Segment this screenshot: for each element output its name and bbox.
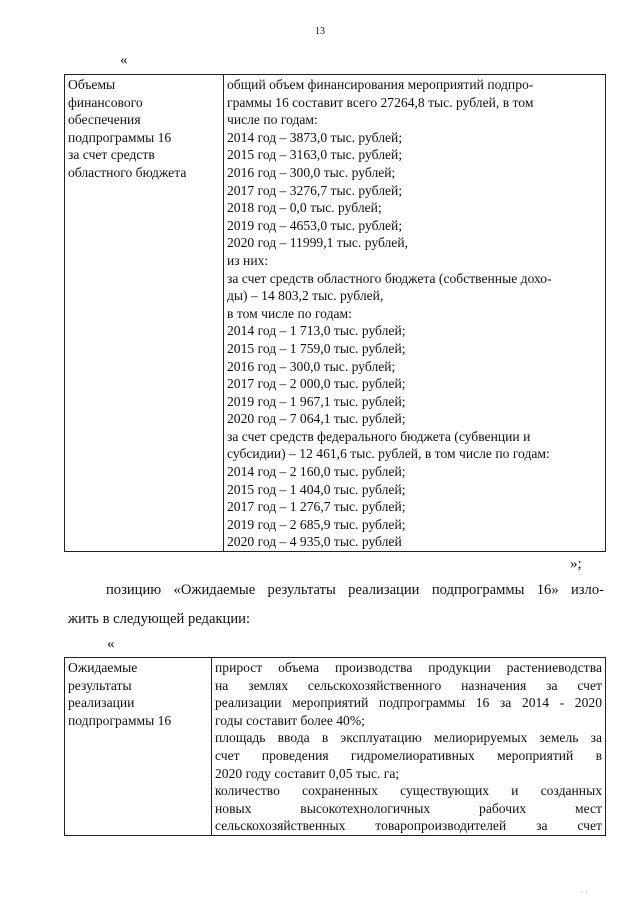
content-line: 2015 год – 3163,0 тыс. рублей;	[227, 147, 403, 163]
content-line: количество сохраненных существующих и созданных	[215, 783, 602, 799]
content-line: 2017 год – 2 000,0 тыс. рублей;	[227, 376, 406, 392]
financing-label-cell	[65, 75, 224, 552]
content-line: площадь ввода в эксплуатацию мелиорируемых земель за	[215, 730, 602, 746]
content-line: 2014 год – 3873,0 тыс. рублей;	[227, 129, 403, 145]
content-line: годы составит более 40%;	[215, 712, 365, 728]
page-number: 13	[315, 26, 325, 37]
closing-quote: »;	[570, 556, 582, 572]
content-line: 2020 году составит 0,05 тыс. га;	[215, 765, 400, 781]
label-line: подпрограммы 16	[68, 129, 172, 145]
content-line: счет проведения гидромелиоративных мероприятий в	[215, 747, 602, 763]
label-line: реализации	[68, 695, 135, 711]
instruction-paragraph	[68, 576, 604, 634]
results-label-cell	[65, 658, 212, 836]
content-line: 2015 год – 1 759,0 тыс. рублей;	[227, 340, 406, 356]
content-line: граммы 16 составит всего 27264,8 тыс. рублей, в том	[227, 94, 534, 110]
content-line: за счет средств областного бюджета (собственные дохо-	[227, 270, 552, 286]
content-line: субсидии) – 12 461,6 тыс. рублей, в том числе по годам:	[227, 446, 550, 462]
content-line: новых высокотехнологичных рабочих мест	[215, 800, 602, 816]
content-line: реализации мероприятий подпрограммы 16 за 2014 - 2020	[215, 695, 602, 711]
opening-quote-1: «	[120, 52, 128, 68]
content-line: за счет средств федерального бюджета (субвенции и	[227, 428, 531, 444]
results-row	[65, 658, 606, 836]
content-line: 2014 год – 2 160,0 тыс. рублей;	[227, 464, 406, 480]
scan-mark: · ·	[580, 888, 588, 897]
content-line: 2019 год – 2 685,9 тыс. рублей;	[227, 516, 406, 532]
results-table	[64, 657, 606, 836]
results-content-cell	[212, 658, 606, 836]
content-line: 2017 год – 1 276,7 тыс. рублей;	[227, 499, 406, 515]
content-line: ды) – 14 803,2 тыс. рублей,	[227, 288, 384, 304]
content-line: 2020 год – 11999,1 тыс. рублей,	[227, 235, 409, 251]
financing-table	[64, 74, 606, 552]
label-line: за счет средств	[68, 147, 155, 163]
content-line: 2019 год – 1 967,1 тыс. рублей;	[227, 393, 406, 409]
label-line: обеспечения	[68, 112, 141, 128]
content-line: 2020 год – 7 064,1 тыс. рублей;	[227, 411, 406, 427]
content-line: числе по годам:	[227, 112, 318, 128]
financing-row	[65, 75, 606, 552]
label-line: финансового	[68, 94, 143, 110]
content-line: 2016 год – 300,0 тыс. рублей;	[227, 164, 396, 180]
label-line: подпрограммы 16	[68, 712, 172, 728]
paragraph-line: жить в следующей редакции:	[68, 611, 251, 627]
label-line: результаты	[68, 677, 132, 693]
paragraph-line: позицию «Ожидаемые результаты реализации подпрограммы 16» изло-	[106, 582, 604, 598]
content-line: 2017 год – 3276,7 тыс. рублей;	[227, 182, 403, 198]
content-line: 2020 год – 4 935,0 тыс. рублей	[227, 534, 402, 550]
opening-quote-2: «	[107, 636, 115, 652]
content-line: 2014 год – 1 713,0 тыс. рублей;	[227, 323, 406, 339]
content-line: 2015 год – 1 404,0 тыс. рублей;	[227, 481, 406, 497]
label-line: Ожидаемые	[68, 660, 138, 675]
content-line: 2016 год – 300,0 тыс. рублей;	[227, 358, 396, 374]
label-line: Объемы	[68, 77, 116, 92]
content-line: сельскохозяйственных товаропроизводителей за счет	[215, 818, 602, 834]
content-line: 2018 год – 0,0 тыс. рублей;	[227, 200, 382, 216]
financing-content-cell	[224, 75, 606, 552]
content-line: из них:	[227, 252, 269, 268]
content-line: 2019 год – 4653,0 тыс. рублей;	[227, 217, 403, 233]
label-line: областного бюджета	[68, 164, 187, 180]
content-line: общий объем финансирования мероприятий подпро-	[227, 77, 534, 92]
content-line: в том числе по годам:	[227, 305, 352, 321]
content-line: на землях сельскохозяйственного назначения за счет	[215, 677, 602, 693]
content-line: прирост объема производства продукции растениеводства	[215, 660, 602, 675]
